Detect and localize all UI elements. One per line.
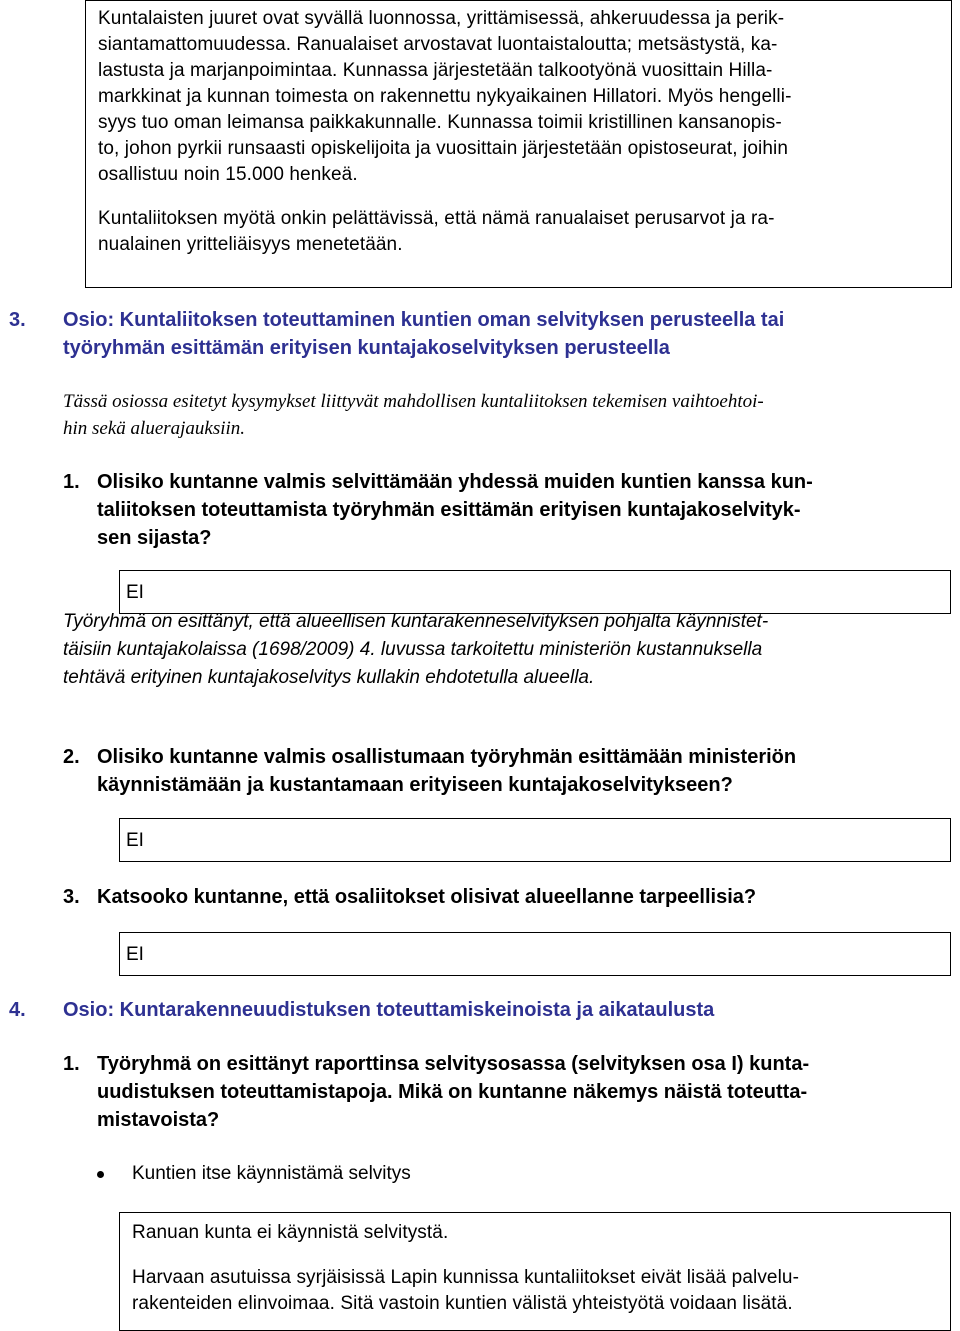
heading-line: Osio: Kuntarakenneuudistuksen toteuttamiskeinoista ja aikataulusta (63, 999, 715, 1021)
response-text-box (85, 0, 952, 288)
section-4-question-1 (63, 1050, 947, 1134)
text-line: Kuntaliitoksen myötä onkin pelättävissä, että nämä ranualaiset perusarvot ja ra- (98, 208, 775, 229)
question-number: 3. (63, 886, 80, 908)
section-number: 3. (9, 309, 26, 331)
heading-line: Osio: Kuntaliitoksen toteuttaminen kuntien oman selvityksen perusteella tai (63, 309, 785, 331)
question-line: mistavoista? (97, 1109, 220, 1131)
note-line: täisiin kuntajakolaissa (1698/2009) 4. luvussa tarkoitettu ministeriön kustannuksella (63, 639, 763, 660)
bullet-icon (97, 1171, 104, 1178)
question-number: 1. (63, 471, 80, 493)
text-line: syys tuo oman leimansa paikkakunnalle. Kunnassa toimii kristillinen kansanopis- (98, 112, 782, 133)
text-line: nualainen yritteliäisyys menetetään. (98, 234, 403, 255)
question-line: taliitoksen toteuttamista työryhmän esittämän erityisen kuntajakoselvityk- (97, 499, 801, 521)
question-number: 2. (63, 746, 80, 768)
question-line: Olisiko kuntanne valmis selvittämään yhdessä muiden kuntien kanssa kun- (97, 471, 813, 493)
text-line: markkinat ja kunnan toimesta on rakennettu nykyaikainen Hillatori. Myös hengelli- (98, 86, 792, 107)
answer-text: EI (126, 582, 144, 603)
answer-text: EI (126, 830, 144, 851)
question-line: uudistuksen toteuttamistapoja. Mikä on kuntanne näkemys näistä toteutta- (97, 1081, 808, 1103)
text-line: Kuntalaisten juuret ovat syvällä luonnossa, yrittämisessä, ahkeruudessa ja perik- (98, 8, 785, 29)
question-3 (63, 883, 947, 911)
note-line: Työryhmä on esittänyt, että alueellisen kuntarakenneselvityksen pohjalta käynnistet- (63, 611, 769, 632)
text-line: siantamattomuudessa. Ranualaiset arvostavat luontaistaloutta; metsästystä, ka- (98, 34, 778, 55)
section-3-intro (63, 388, 933, 442)
question-line: käynnistämään ja kustantamaan erityiseen kuntajakoselvitykseen? (97, 774, 733, 796)
question-line: sen sijasta? (97, 527, 212, 549)
answer-box-q2[interactable] (119, 818, 951, 862)
question-line: Työryhmä on esittänyt raporttinsa selvitysosassa (selvityksen osa I) kunta- (97, 1053, 810, 1075)
intro-line: Tässä osiossa esitetyt kysymykset liittyvät mahdollisen kuntaliitoksen tekemisen vaihtoehtoi- (63, 391, 764, 412)
section-4-heading (9, 996, 933, 1024)
intro-line: hin sekä aluerajauksiin. (63, 418, 246, 439)
section-number: 4. (9, 999, 26, 1021)
note-line: tehtävä erityinen kuntajakoselvitys kullakin ehdotetulla alueella. (63, 667, 595, 688)
answer-text: Harvaan asutuissa syrjäisissä Lapin kunnissa kuntaliitokset eivät lisää palvelu- (132, 1267, 799, 1288)
text-line: osallistuu noin 15.000 henkeä. (98, 164, 358, 185)
answer-text: rakenteiden elinvoimaa. Sitä vastoin kuntien välistä yhteistyötä voidaan lisätä. (132, 1293, 793, 1314)
question-number: 1. (63, 1053, 80, 1075)
question-line: Olisiko kuntanne valmis osallistumaan työryhmän esittämään ministeriön (97, 746, 797, 768)
explanatory-note (63, 608, 933, 692)
answer-text: Ranuan kunta ei käynnistä selvitystä. (132, 1222, 449, 1243)
bullet-text: Kuntien itse käynnistämä selvitys (132, 1163, 411, 1184)
answer-box-bullet[interactable] (119, 1212, 951, 1331)
question-line: Katsooko kuntanne, että osaliitokset olisivat alueellanne tarpeellisia? (97, 886, 757, 908)
question-1 (63, 468, 947, 552)
answer-box-q3[interactable] (119, 932, 951, 976)
question-2 (63, 743, 947, 799)
section-3-heading (9, 306, 933, 362)
answer-text: EI (126, 944, 144, 965)
text-line: to, johon pyrkii runsaasti opiskelijoita ja vuosittain järjestetään opistoseurat, joihin (98, 138, 789, 159)
heading-line: työryhmän esittämän erityisen kuntajakoselvityksen perusteella (63, 337, 670, 359)
text-line: lastusta ja marjanpoimintaa. Kunnassa järjestetään talkootyönä vuosittain Hilla- (98, 60, 773, 81)
